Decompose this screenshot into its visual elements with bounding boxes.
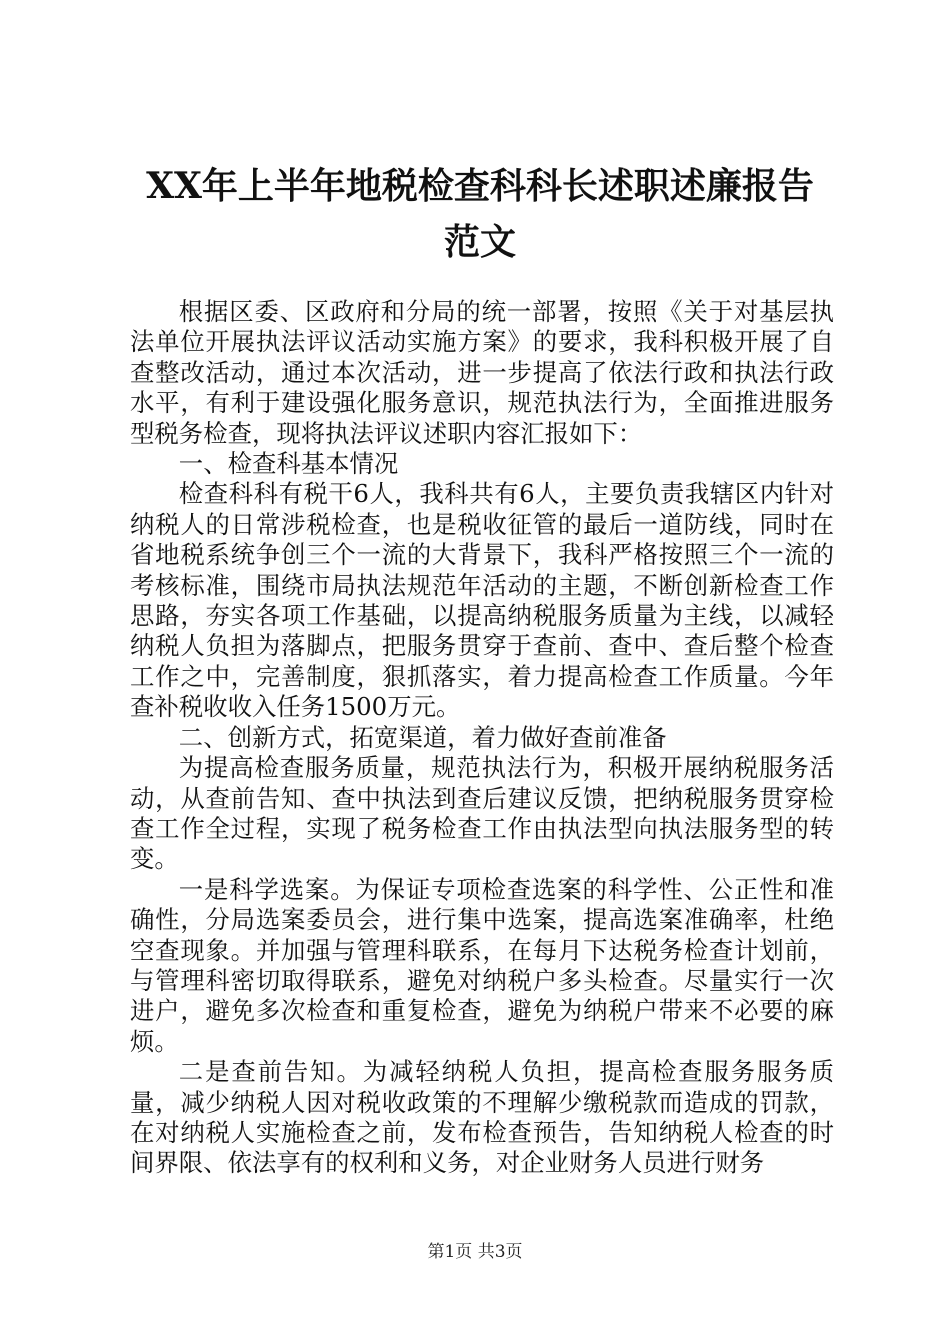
paragraph-pre-notice: 二是查前告知。为减轻纳税人负担，提高检查服务服务质量，减少纳税人因对税收政策的不理解少缴税款而造成的罚款，在对纳税人实施检查之前，发布检查预告，告知纳税人检查的时间界限、依法享有的权利和义务，对企业财务人员进行财务 [130,1057,834,1178]
paragraph-case-selection: 一是科学选案。为保证专项检查选案的科学性、公正性和准确性，分局选案委员会，进行集中选案，提高选案准确率，杜绝空查现象。并加强与管理科联系，在每月下达税务检查计划前，与管理科密切取得联系，避免对纳税户多头检查。尽量实行一次进户，避免多次检查和重复检查，避免为纳税户带来不必要的麻烦。 [130,874,834,1056]
document-body [130,297,834,1179]
paragraph-service: 为提高检查服务质量，规范执法行为，积极开展纳税服务活动，从查前告知、查中执法到查后建议反馈，把纳税服务贯穿检查工作全过程，实现了税务检查工作由执法型向执法服务型的转变。 [130,753,834,874]
page-number-footer: 第1页 共3页 [427,1242,523,1262]
paragraph-intro: 根据区委、区政府和分局的统一部署，按照《关于对基层执法单位开展执法评议活动实施方案》的要求，我科积极开展了自查整改活动，通过本次活动，进一步提高了依法行政和执法行政水平，有利于建设强化服务意识，规范执法行为，全面推进服务型税务检查，现将执法评议述职内容汇报如下： [130,297,834,448]
section-heading-1: 一、检查科基本情况 [178,449,399,479]
document-title: XX年上半年地税检查科科长述职述廉报告范文 [146,165,814,263]
section-heading-2: 二、创新方式，拓宽渠道，着力做好查前准备 [178,722,667,752]
paragraph-basic-info: 检查科科有税干6人，我科共有6人，主要负责我辖区内针对纳税人的日常涉税检查，也是税收征管的最后一道防线，同时在省地税系统争创三个一流的大背景下，我科严格按照三个一流的考核标准，围绕市局执法规范年活动的主题，不断创新检查工作思路，夯实各项工作基础，以提高纳税服务质量为主线，以减轻纳税人负担为落脚点，把服务贯穿于查前、查中、查后整个检查工作之中，完善制度，狠抓落实，着力提高检查工作质量。今年查补税收收入任务1500万元。 [130,479,834,722]
